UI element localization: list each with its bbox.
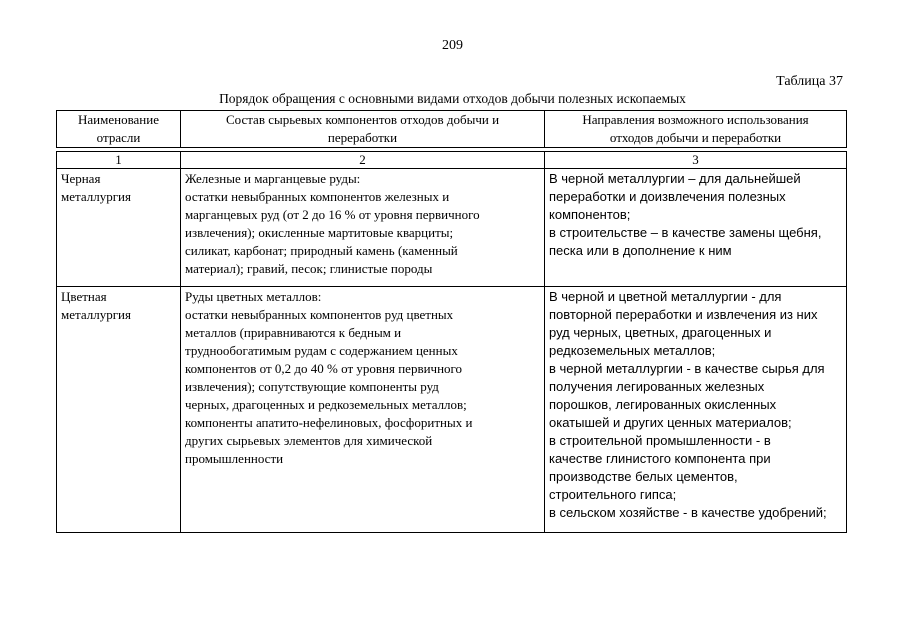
page-number: 209 [442, 38, 463, 53]
cell-line: песка или в дополнение к ним [549, 243, 732, 258]
cell-line: труднообогатимым рудам с содержанием ценных [185, 343, 458, 358]
cell-line: силикат, карбонат; природный камень (каменный [185, 243, 458, 258]
column-number: 1 [57, 152, 181, 169]
cell-line: Железные и марганцевые руды: [185, 171, 361, 186]
cell-line: извлечения); сопутствующие компоненты руд [185, 379, 439, 394]
header-line: переработки [327, 130, 398, 145]
body-table [56, 151, 847, 533]
cell-line: металлургия [61, 307, 131, 322]
cell-line: металлов (приравниваются к бедным и [185, 325, 402, 340]
cell-line: материал); гравий, песок; глинистые породы [185, 261, 433, 276]
column-number-row [57, 152, 847, 169]
cell-line: черных, драгоценных и редкоземельных металлов; [185, 397, 467, 412]
cell-line: качестве глинистого компонента при [549, 451, 771, 466]
cell-line: Цветная [61, 289, 107, 304]
cell-line: в черной металлургии - в качестве сырья для [549, 361, 825, 376]
usage-cell [545, 169, 847, 287]
column-number: 3 [545, 152, 847, 169]
cell-line: Руды цветных металлов: [185, 289, 322, 304]
table-caption: Порядок обращения с основными видами отходов добычи полезных ископаемых [219, 91, 686, 106]
cell-line: строительного гипса; [549, 487, 677, 502]
cell-line: в строительной промышленности - в [549, 433, 771, 448]
industry-cell [57, 169, 181, 287]
cell-line: других сырьевых элементов для химической [185, 433, 433, 448]
header-table [56, 110, 847, 148]
header-line: отходов добычи и переработки [609, 130, 782, 145]
cell-line: в строительстве – в качестве замены щебня, [549, 225, 822, 240]
cell-line: В черной металлургии – для дальнейшей [549, 171, 801, 186]
table-row [57, 169, 847, 287]
cell-line: компонентов от 0,2 до 40 % от уровня первичного [185, 361, 463, 376]
cell-line: остатки невыбранных компонентов железных и [185, 189, 450, 204]
cell-line: марганцевых руд (от 2 до 16 % от уровня первичного [185, 207, 480, 222]
header-line: Состав сырьевых компонентов отходов добычи и [225, 112, 500, 127]
cell-line: производстве белых цементов, [549, 469, 738, 484]
cell-line: компонентов; [549, 207, 631, 222]
cell-line: получения легированных железных [549, 379, 765, 394]
cell-line: В черной и цветной металлургии - для [549, 289, 782, 304]
table-label: Таблица 37 [776, 74, 843, 89]
header-row [57, 111, 847, 148]
header-line: отрасли [96, 130, 141, 145]
cell-line: промышленности [185, 451, 284, 466]
header-usage [545, 111, 847, 148]
column-number: 2 [181, 152, 545, 169]
cell-line: Черная [61, 171, 101, 186]
composition-cell [181, 169, 545, 287]
cell-line: порошков, легированных окисленных [549, 397, 777, 412]
cell-line: повторной переработки и извлечения из них [549, 307, 818, 322]
cell-line: редкоземельных металлов; [549, 343, 716, 358]
header-industry [57, 111, 181, 148]
header-line: Направления возможного использования [582, 112, 809, 127]
cell-line: руд черных, цветных, драгоценных и [549, 325, 772, 340]
cell-line: переработки и доизвлечения полезных [549, 189, 786, 204]
industry-cell [57, 287, 181, 533]
cell-line: компоненты апатито-нефелиновых, фосфоритных и [185, 415, 473, 430]
cell-line: извлечения); окисленные мартитовые кварциты; [185, 225, 454, 240]
usage-cell [545, 287, 847, 533]
cell-line: окатышей и других ценных материалов; [549, 415, 792, 430]
composition-cell [181, 287, 545, 533]
header-composition [181, 111, 545, 148]
cell-line: в сельском хозяйстве - в качестве удобрений; [549, 505, 827, 520]
cell-line: металлургия [61, 189, 131, 204]
cell-line: остатки невыбранных компонентов руд цветных [185, 307, 454, 322]
table-row [57, 287, 847, 533]
header-line: Наименование [78, 112, 159, 127]
